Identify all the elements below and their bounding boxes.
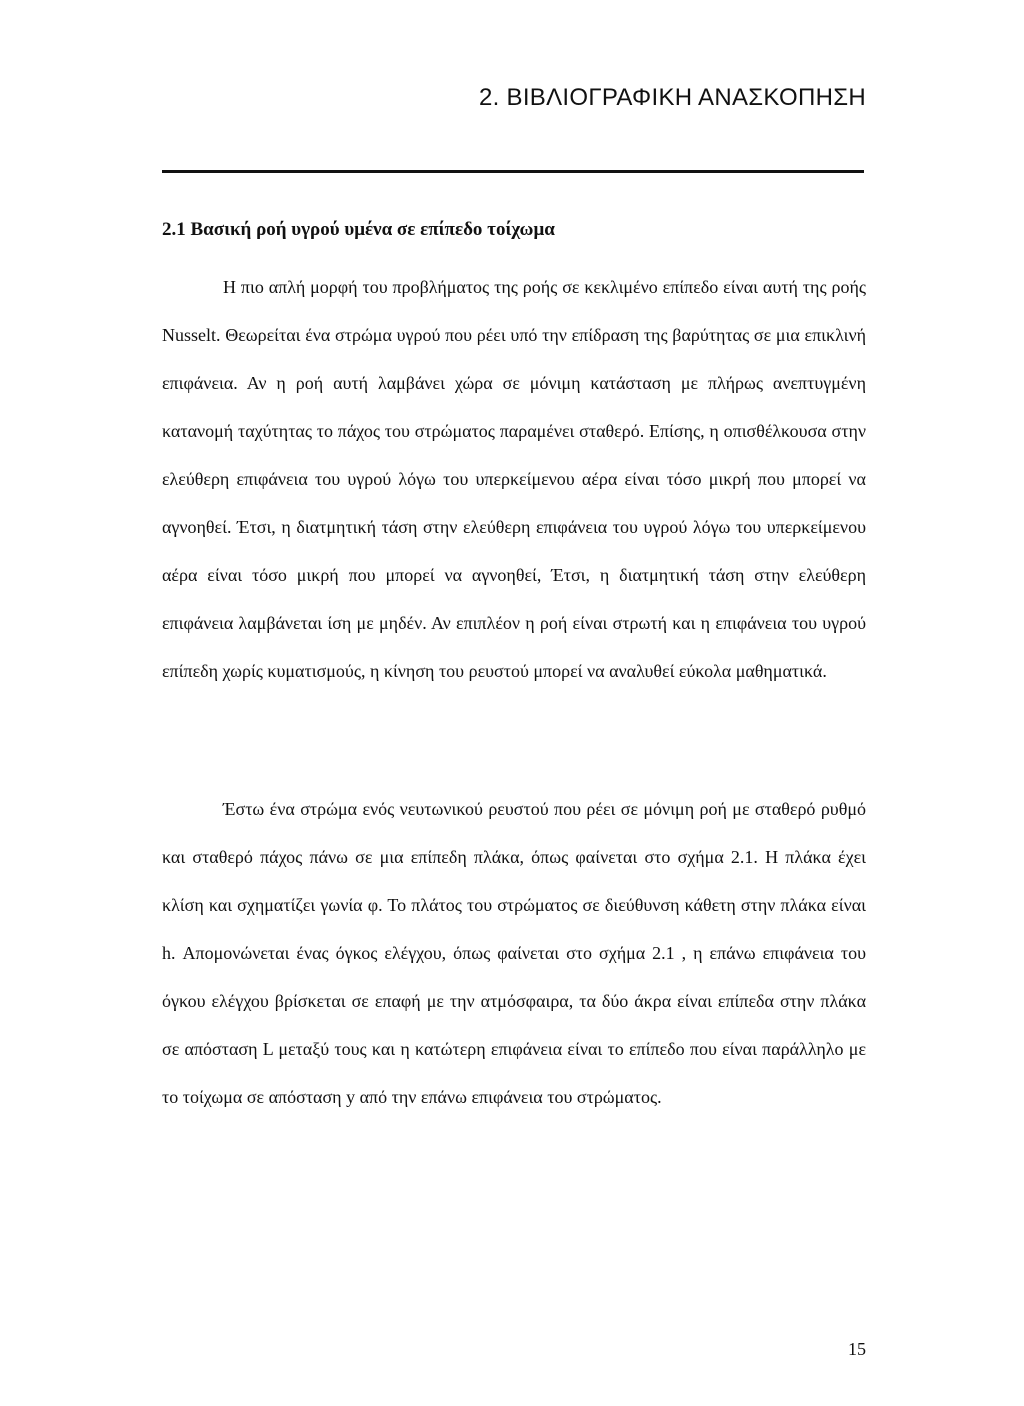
body-paragraph-2: Έστω ένα στρώμα ενός νευτωνικού ρευστού που ρέει σε μόνιμη ροή με σταθερό ρυθμό και σταθερό πάχος πάνω σε μια επίπεδη πλάκα, όπως φαίνεται στο σχήμα 2.1. Η πλάκα έχει κλίση και σχηματίζει γωνία φ. Το πλάτος του στρώματος σε διεύθυνση κάθετη στην πλάκα είναι h. Απομονώνεται ένας όγκος ελέγχου, όπως φαίνεται στο σχήμα 2.1 , η επάνω επιφάνεια του όγκου ελέγχου βρίσκεται σε επαφή με την ατμόσφαιρα, τα δύο άκρα είναι επίπεδα στην πλάκα σε απόσταση L μεταξύ τους και η κατώτερη επιφάνεια είναι το επίπεδο που είναι παράλληλο με το τοίχωμα σε απόσταση y από την επάνω επιφάνεια του στρώματος. xyxy=(162,799,866,1107)
header-divider xyxy=(162,170,864,173)
page-number: 15 xyxy=(848,1339,866,1359)
section-heading: 2.1 Βασική ροή υγρού υμένα σε επίπεδο τοίχωμα xyxy=(162,219,555,240)
body-paragraph-1: Η πιο απλή μορφή του προβλήματος της ροής σε κεκλιμένο επίπεδο είναι αυτή της ροής Nusselt. Θεωρείται ένα στρώμα υγρού που ρέει υπό την επίδραση της βαρύτητας σε μια επικλινή επιφάνεια. Αν η ροή αυτή λαμβάνει χώρα σε μόνιμη κατάσταση με πλήρως ανεπτυγμένη κατανομή ταχύτητας το πάχος του στρώματος παραμένει σταθερό. Επίσης, η οπισθέλκουσα στην ελεύθερη επιφάνεια του υγρού λόγω του υπερκείμενου αέρα είναι τόσο μικρή που μπορεί να αγνοηθεί. Έτσι, η διατμητική τάση στην ελεύθερη επιφάνεια του υγρού λόγω του υπερκείμενου αέρα είναι τόσο μικρή που μπορεί να αγνοηθεί, Έτσι, η διατμητική τάση στην ελεύθερη επιφάνεια λαμβάνεται ίση με μηδέν. Αν επιπλέον η ροή είναι στρωτή και η επιφάνεια του υγρού επίπεδη χωρίς κυματισμούς, η κίνηση του ρευστού μπορεί να αναλυθεί εύκολα μαθηματικά. xyxy=(162,277,866,681)
chapter-title: 2. ΒΙΒΛΙΟΓΡΑΦΙΚΗ ΑΝΑΣΚΟΠΗΣΗ xyxy=(478,84,866,111)
